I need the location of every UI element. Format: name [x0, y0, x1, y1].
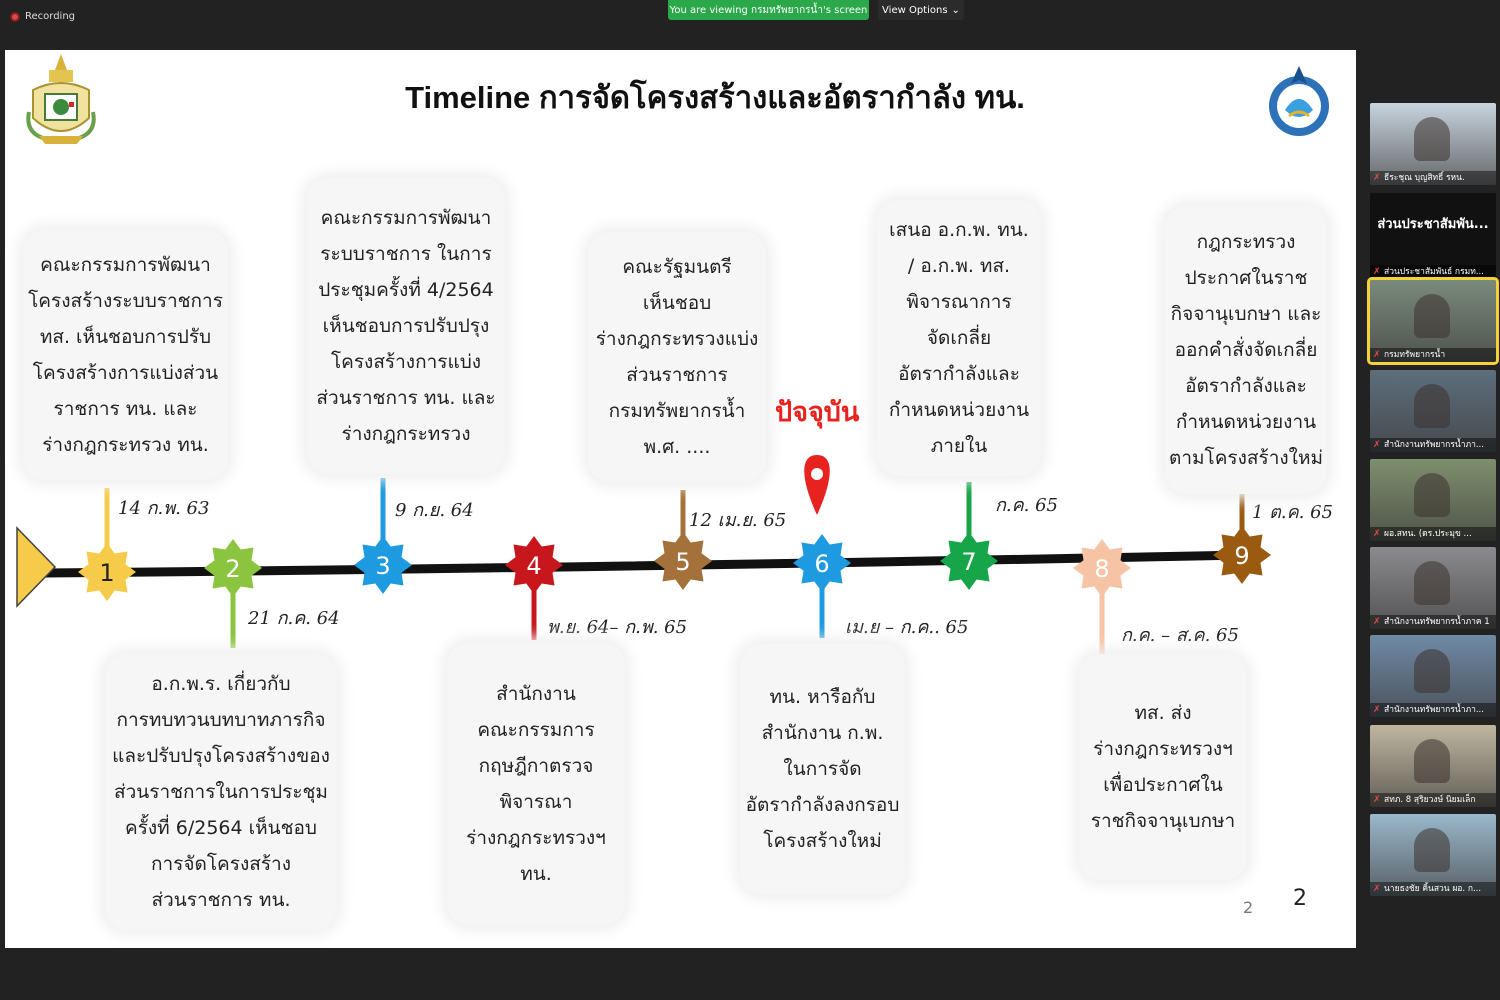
participant-video	[1414, 828, 1450, 872]
participant-video	[1414, 473, 1450, 517]
milestone-number: 6	[814, 550, 830, 578]
participant-tile[interactable]	[1370, 193, 1496, 279]
participant-video	[1414, 649, 1450, 693]
participant-video	[1414, 294, 1450, 338]
location-pin-icon	[804, 455, 830, 515]
milestone-card: สำนักงาน คณะกรรมการ กฤษฎีกาตรวจ พิจารณา ร่างกฎกระทรวงฯ ทน.	[447, 643, 625, 925]
milestone-number: 8	[1094, 555, 1110, 583]
participant-name: ✗ ผอ.สทน. (ดร.ประมุข ...	[1370, 527, 1496, 541]
milestone-card: เสนอ อ.ก.พ. ทน. / อ.ก.พ. ทส. พิจารณาการ จัดเกลี่ย อัตรากำลังและ กำหนดหน่วยงาน ภายใน	[877, 200, 1041, 476]
location-pin-dot	[811, 468, 823, 480]
milestone-number: 2	[225, 555, 241, 583]
participant-display-name: ส่วนประชาสัมพัน...	[1377, 217, 1489, 232]
view-options-label: View Options	[882, 4, 948, 16]
milestone-number: 7	[961, 548, 977, 576]
milestone-number: 5	[675, 548, 691, 576]
current-stage-label: ปัจจุบัน	[775, 397, 860, 428]
slide-page-number: 2	[1293, 886, 1307, 911]
view-options-button[interactable]	[878, 0, 964, 20]
participant-tile[interactable]	[1370, 547, 1496, 629]
recording-indicator	[10, 11, 75, 22]
slide-title: Timeline การจัดโครงสร้างและอัตรากำลัง ทน.	[405, 80, 1025, 115]
milestone-date: 14 ก.พ. 63	[118, 498, 210, 519]
milestone-date: 9 ก.ย. 64	[395, 500, 474, 521]
recording-label: Recording	[25, 11, 76, 22]
milestone-number: 9	[1234, 542, 1250, 570]
participant-name: ✗ สำนักงานทรัพยากรน้ำภา...	[1370, 703, 1496, 717]
participant-tile[interactable]	[1370, 103, 1496, 185]
milestone-date: ก.ค. 65	[995, 495, 1059, 516]
timeline-start-arrow-icon	[17, 528, 55, 606]
milestone-date: 21 ก.ค. 64	[248, 608, 340, 629]
participant-name: ✗ ส่วนประชาสัมพันธ์ กรมท...	[1370, 265, 1496, 279]
participant-name: ✗ นายธงชัย คิ้นสวน ผอ. ก...	[1370, 882, 1496, 896]
bottom-bar	[0, 948, 1366, 1000]
milestone-card: คณะรัฐมนตรี เห็นชอบ ร่างกฎกระทรวงแบ่ง ส่วนราชการ กรมทรัพยากรน้ำ พ.ศ. ....	[588, 232, 766, 482]
milestone-card: ทน. หารือกับ สำนักงาน ก.พ. ในการจัด อัตรากำลังลงกรอบ โครงสร้างใหม่	[740, 644, 905, 894]
participant-tile[interactable]	[1370, 635, 1496, 717]
participant-name: ✗ ธีระชุณ บุญสิทธิ์ รหน.	[1370, 171, 1496, 185]
participant-name: ✗ สำนักงานทรัพยากรน้ำภา...	[1370, 438, 1496, 452]
milestone-date: 1 ต.ค. 65	[1252, 502, 1333, 523]
participant-video	[1414, 384, 1450, 428]
milestone-card: อ.ก.พ.ร. เกี่ยวกับ การทบทวนบทบาทภารกิจ และปรับปรุงโครงสร้างของ ส่วนราชการในการประชุม ครั้งที่ 6/2564 เห็นชอบ การจัดโครงสร้าง ส่วนราชการ ทน.	[105, 654, 337, 930]
milestone-number: 4	[526, 552, 542, 580]
shared-slide	[5, 50, 1356, 948]
record-icon	[10, 12, 20, 22]
slide-page-number-small: 2	[1243, 898, 1254, 917]
milestone-date: พ.ย. 64– ก.พ. 65	[547, 617, 688, 638]
top-bar	[0, 0, 1500, 50]
participants-panel	[1366, 50, 1500, 1000]
participant-tile[interactable]	[1370, 280, 1496, 362]
viewing-screen-banner: You are viewing กรมทรัพยากรน้ำ's screen	[668, 0, 869, 20]
milestone-number: 3	[375, 552, 391, 580]
milestone-card: ทส. ส่ง ร่างกฎกระทรวงฯ เพื่อประกาศใน ราชกิจจานุเบกษา	[1079, 654, 1247, 880]
participant-name: ✗ กรมทรัพยากรน้ำ	[1370, 348, 1496, 362]
participant-video	[1414, 739, 1450, 783]
milestone-date: ก.ค. – ส.ค. 65	[1121, 625, 1239, 646]
participant-tile[interactable]	[1370, 459, 1496, 541]
participant-video	[1414, 117, 1450, 161]
milestone-date: 12 เม.ย. 65	[689, 510, 787, 531]
milestone-number: 1	[99, 559, 115, 587]
milestone-date: เม.ย – ก.ค.. 65	[845, 617, 969, 638]
chevron-down-icon: ⌄	[951, 4, 960, 16]
participant-tile[interactable]	[1370, 370, 1496, 452]
participant-name: ✗ สทภ. 8 สุริยวงษ์ นิยมเล็ก	[1370, 793, 1496, 807]
participant-name: ✗ สำนักงานทรัพยากรน้ำภาค 1	[1370, 615, 1496, 629]
participant-tile[interactable]	[1370, 814, 1496, 896]
participant-tile[interactable]	[1370, 725, 1496, 807]
milestone-card: กฎกระทรวง ประกาศในราช กิจจานุเบกษา และ ออกคำสั่งจัดเกลี่ย อัตรากำลังและ กำหนดหน่วยงาน ตามโครงสร้างใหม่	[1165, 206, 1327, 494]
milestone-card: คณะกรรมการพัฒนา ระบบราชการ ในการ ประชุมครั้งที่ 4/2564 เห็นชอบการปรับปรุง โครงสร้างการแบ่ง ส่วนราชการ ทน. และ ร่างกฎกระทรวง	[307, 178, 505, 474]
participant-video	[1414, 561, 1450, 605]
milestone-card: คณะกรรมการพัฒนา โครงสร้างระบบราชการ ทส. เห็นชอบการปรับ โครงสร้างการแบ่งส่วน ราชการ ทน. และ ร่างกฎกระทรวง ทน.	[23, 230, 228, 480]
